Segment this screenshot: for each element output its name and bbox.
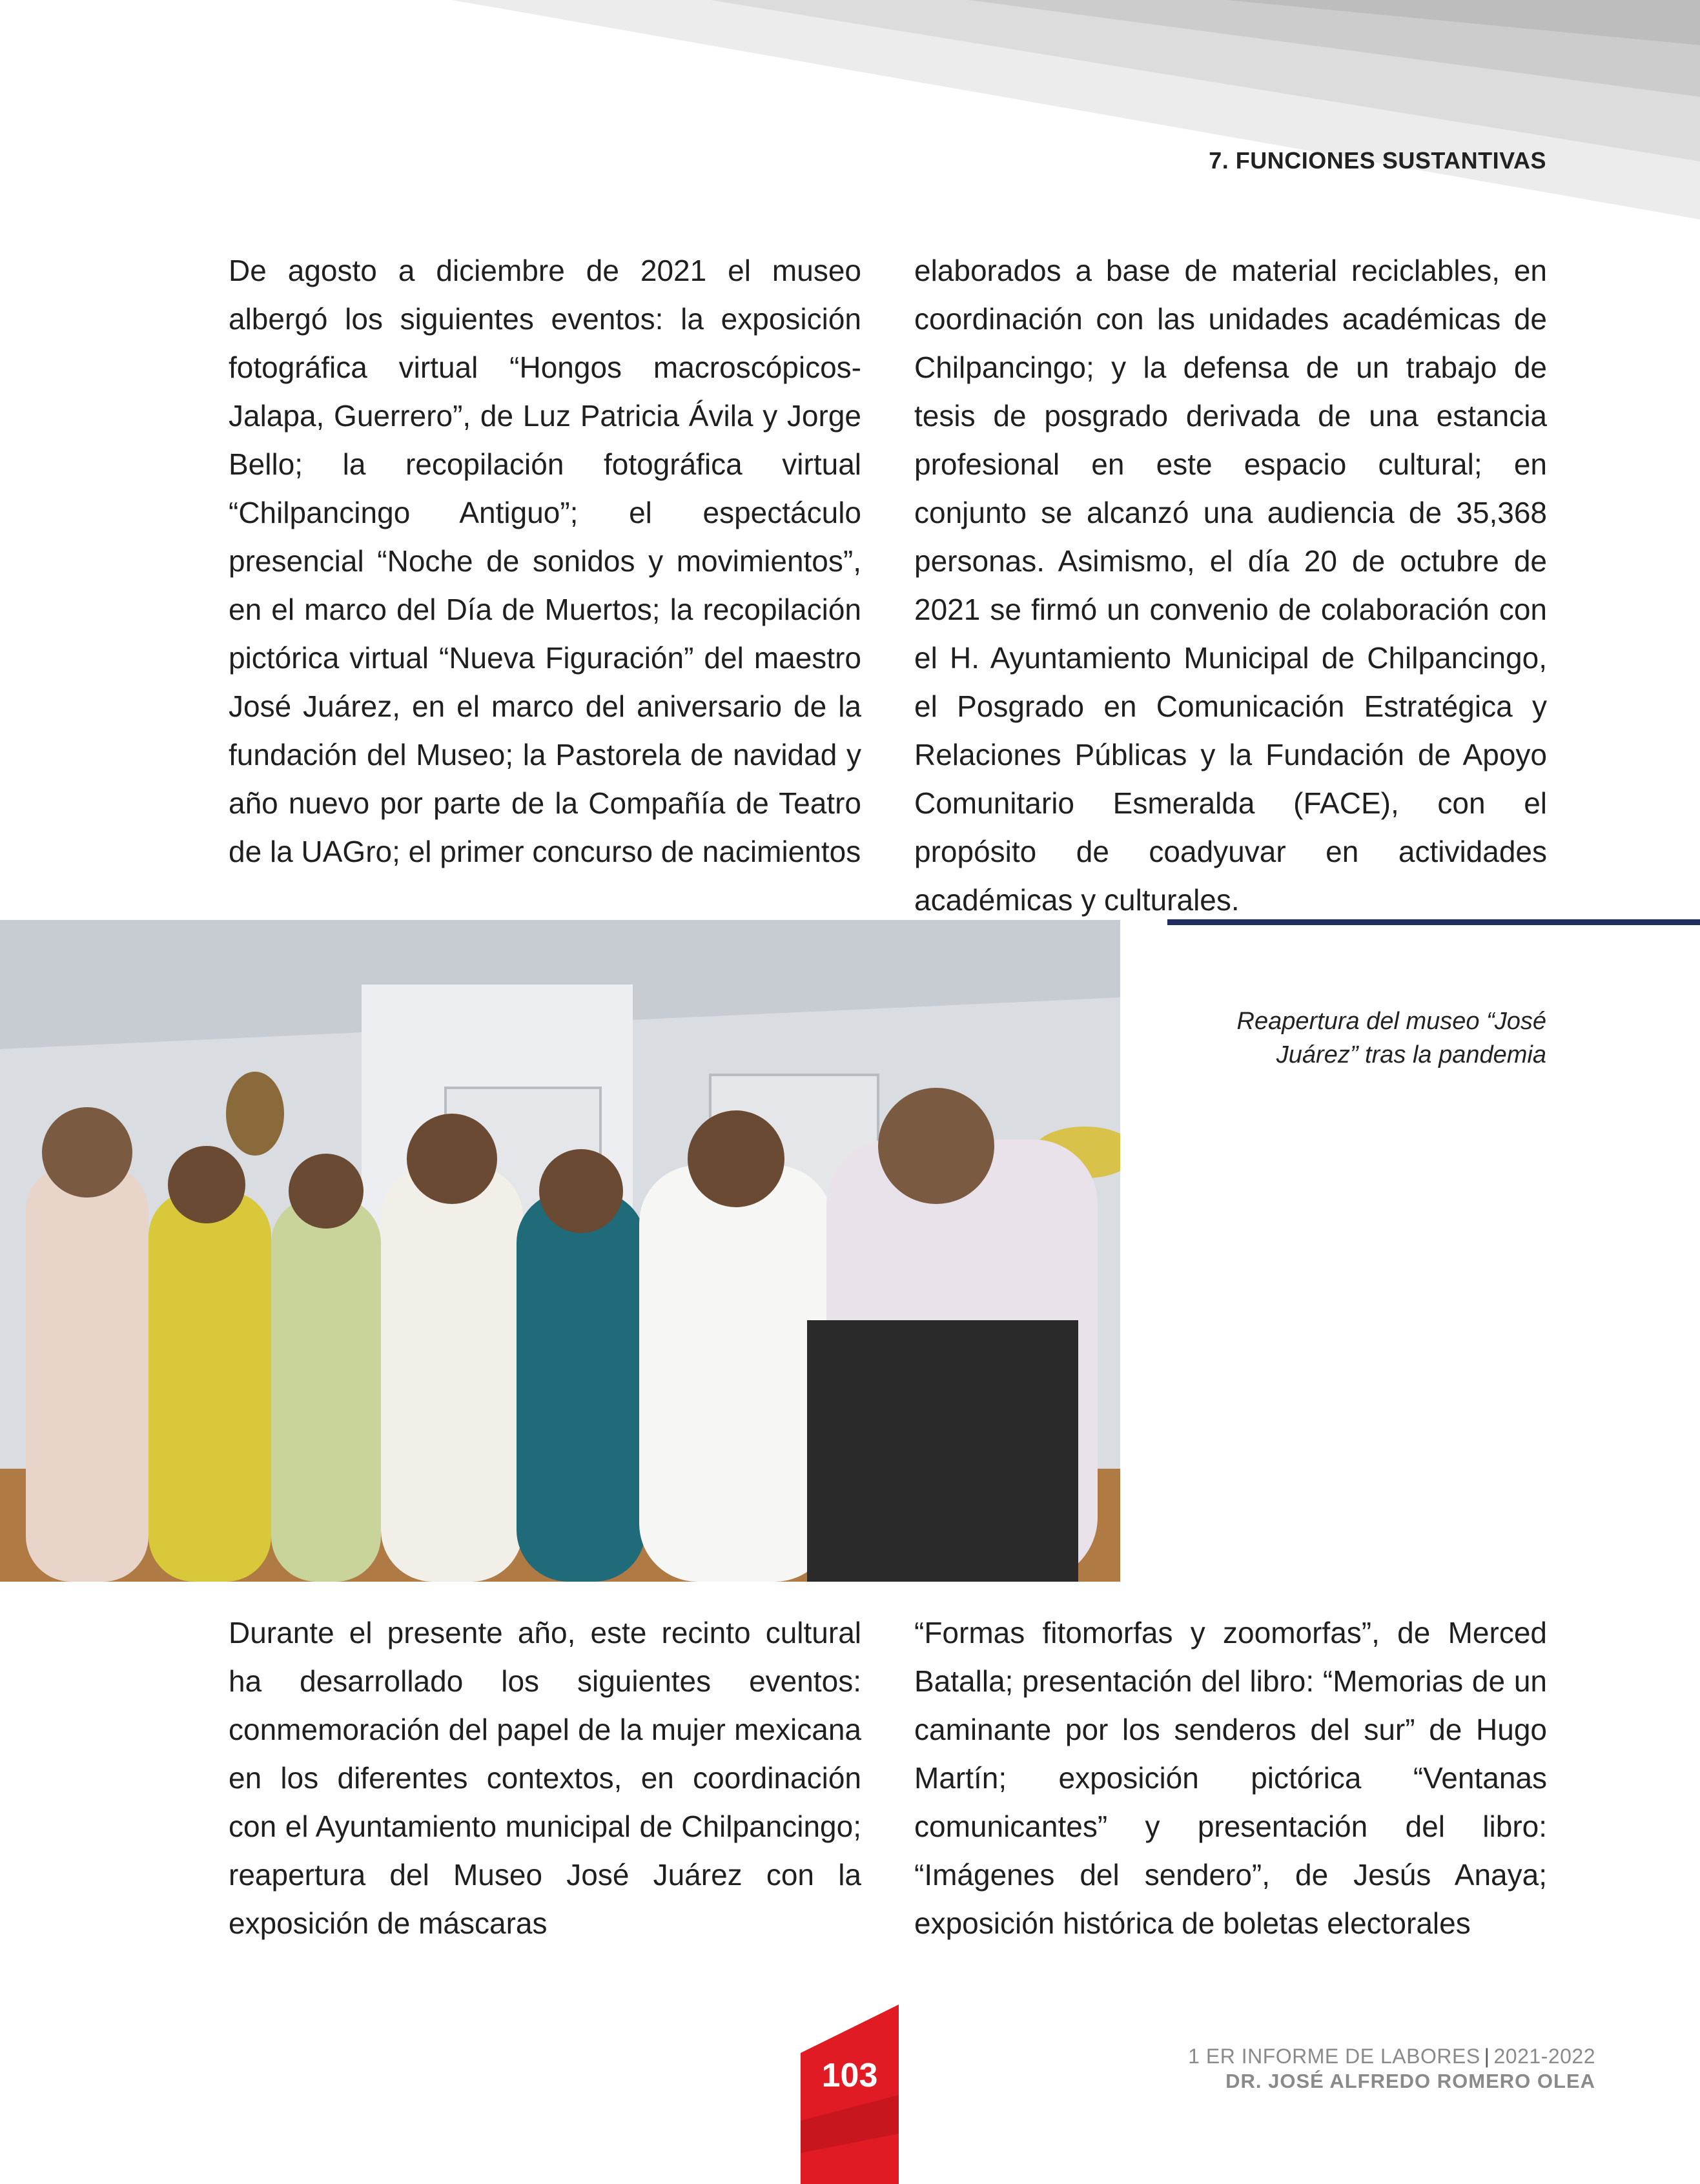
caption-divider (1167, 919, 1700, 925)
footer-report-line (1188, 2045, 1595, 2068)
body-paragraph-bottom-right: “Formas fitomorfas y zoomorfas”, de Merced Batalla; presentación del libro: “Memorias de un caminante por los senderos del sur” de Hugo Martín; exposición pictórica “Ventanas comunicantes” y presentación del libro: “Imágenes del sendero”, de Jesús Anaya; exposición histórica de boletas electorales (914, 1616, 1547, 1940)
page-number: 103 (821, 2057, 878, 2094)
footer-years: 2021-2022 (1493, 2045, 1595, 2068)
section-header: 7. FUNCIONES SUSTANTIVAS (1209, 147, 1546, 174)
footer-separator: | (1484, 2045, 1490, 2068)
event-photo (0, 920, 1120, 1582)
photo-caption: Reapertura del museo “José Juárez” tras la pandemia (1236, 1008, 1546, 1068)
footer-report-title: 1 ER INFORME DE LABORES (1188, 2045, 1480, 2068)
body-paragraph-top-right: elaborados a base de material reciclables, en coordinación con las unidades académicas de Chilpancingo; y la defensa de un trabajo de tesis de posgrado derivada de una estancia profesional en este espacio cultural; en conjunto se alcanzó una audiencia de 35,368 personas. Asimismo, el día 20 de octubre de 2021 se firmó un convenio de colaboración con el H. Ayuntamiento Municipal de Chilpancingo, el Posgrado en Comunicación Estratégica y Relaciones Públicas y la Fundación de Apoyo Comunitario Esmeralda (FACE), con el propósito de coadyuvar en actividades académicas y culturales. (914, 254, 1547, 917)
header-swoosh-decoration (0, 0, 1700, 258)
footer-author: DR. JOSÉ ALFREDO ROMERO OLEA (1225, 2070, 1595, 2092)
body-paragraph-bottom-left: Durante el presente año, este recinto cultural ha desarrollado los siguientes eventos: conmemoración del papel de la mujer mexicana en los diferentes contextos, en coordinación con el Ayuntamiento municipal de Chilpancingo; reapertura del Museo José Juárez con la exposición de máscaras (229, 1616, 861, 1940)
body-paragraph-top-left: De agosto a diciembre de 2021 el museo albergó los siguientes eventos: la exposición fotográfica virtual “Hongos macroscópicos-Jalapa, Guerrero”, de Luz Patricia Ávila y Jorge Bello; la recopilación fotográfica virtual “Chilpancingo Antiguo”; el espectáculo presencial “Noche de sonidos y movimientos”, en el marco del Día de Muertos; la recopilación pictórica virtual “Nueva Figuración” del maestro José Juárez, en el marco del aniversario de la fundación del Museo; la Pastorela de navidad y año nuevo por parte de la Compañía de Teatro de la UAGro; el primer concurso de nacimientos (229, 254, 861, 868)
